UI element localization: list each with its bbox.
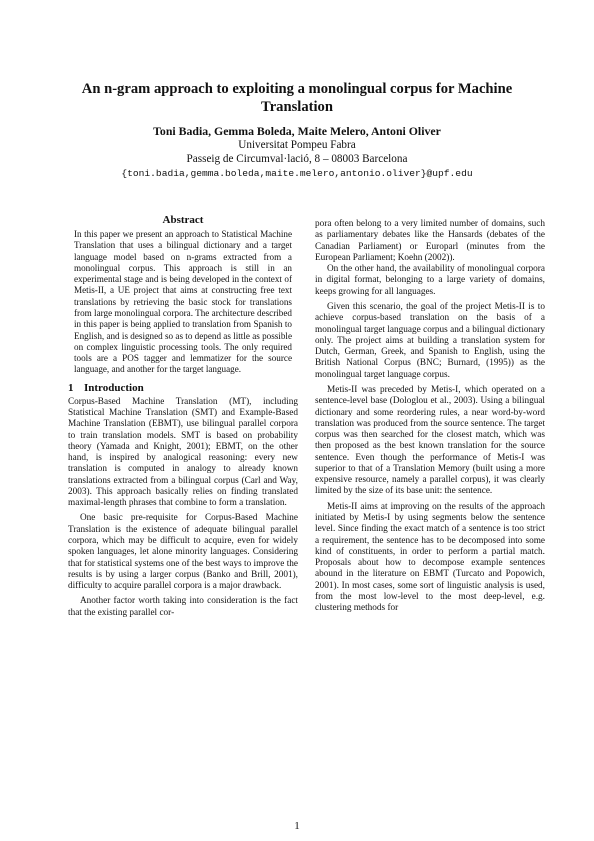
affiliation: Universitat Pompeu Fabra	[238, 139, 356, 152]
body-paragraph: pora often belong to a very limited number of domains, such as parliamentary debates like the Hansards (debates of the Canadian Parliament) or Europarl (minutes from the European Parliament; Koehn (2002)).	[315, 219, 545, 263]
body-paragraph: Metis-II was preceded by Metis-I, which operated on a sentence-level base (Dologlou et al., 2003). Using a bilingual dictionary and some reordering rules, a near word-by-word translation was produced from the source sentence. The target corpus was then searched for the closest match, which was then proposed as the best known translation for the source sentence. Even though the performance of Metis-I was superior to that of a Translation Memory (built using a more expensive resource, namely a parallel corpus), it was clearly limited by the size of its base unit: the sentence.	[315, 384, 545, 497]
author-names: Toni Badia, Gemma Boleda, Maite Melero, Antoni Oliver	[153, 124, 441, 138]
address: Passeig de Circumval·lació, 8 – 08003 Barcelona	[186, 153, 408, 166]
section-heading-introduction	[68, 381, 298, 395]
left-column	[68, 214, 298, 619]
body-paragraph: Another factor worth taking into consideration is the fact that the existing parallel cor-	[68, 596, 298, 618]
body-paragraph: On the other hand, the availability of monolingual corpora in digital format, belonging to a large variety of domains, keeps growing for all languages.	[315, 264, 545, 297]
body-paragraph: Metis-II aims at improving on the results of the approach initiated by Metis-I by using segments below the sentence level. Since finding the exact match of a sentence is too strict a requirement, the sentence has to be decomposed into some kind of constituents, in order to perform a partial match. Proposals about how to decompose example sentences abound in the literature on EBMT (Turcato and Popowich, 2001). In most cases, some sort of linguistic analysis is used, from the most low-level to the most deep-level, e.g. clustering methods for	[315, 501, 545, 614]
author-email: {toni.badia,gemma.boleda,maite.melero,antonio.oliver}@upf.edu	[121, 167, 473, 179]
body-paragraph: Corpus-Based Machine Translation (MT), including Statistical Machine Translation (SMT) and Example-Based Machine Translation (EBMT), use bilingual parallel corpora to train translation models. SMT is based on probability theory (Yamada and Knight, 2001); EBMT, on the other hand, is inspired by analogical reasoning: every new translation is computed in analogy to already known translations extracted from a bilingual corpus (Carl and Way, 2003). This approach basically relies on finding translated maximal-length phrases that combine to form a translation.	[68, 396, 298, 509]
author-block	[80, 124, 514, 181]
paper-title: An n-gram approach to exploiting a monolingual corpus for Machine Translation	[81, 81, 513, 115]
body-paragraph: Given this scenario, the goal of the project Metis-II is to achieve corpus-based translation on the basis of a monolingual target language corpus and a bilingual dictionary only. The project aims at building a translation system for Dutch, German, Greek, and Spanish to English, using the British National Corpus (BNC; Burnard, (1995)) as the monolingual target language corpus.	[315, 301, 545, 380]
page-number: 1	[294, 820, 300, 832]
right-column	[315, 219, 545, 615]
abstract-text: In this paper we present an approach to Statistical Machine Translation that uses a bilingual dictionary and a target language model based on n-grams extracted from a monolingual corpus. This approach is still in an experimental stage and is being developed in the context of Metis-II, a UE project that aims at constructing free text translations by retrieving the basic stock for translations from large monolingual corpora. The architecture described in this paper is being applied to translation from Spanish to English, and is designed so as to depend as little as possible on complex linguistic processing tools. The only required tools are a POS tagger and lemmatizer for the source language, and another for the target language.	[74, 229, 292, 375]
abstract-heading: Abstract	[162, 214, 204, 226]
section-number: 1	[68, 381, 74, 394]
body-paragraph: One basic pre-requisite for Corpus-Based Machine Translation is the existence of adequate bilingual parallel corpora, which may be difficult to acquire, even for widely spoken languages, let alone minority languages. Considering that for statistical systems one of the best ways to improve the results is by using a larger corpus (Banko and Brill, 2001), difficulty to acquire parallel corpora is a major drawback.	[68, 513, 298, 592]
section-title: Introduction	[84, 381, 144, 394]
